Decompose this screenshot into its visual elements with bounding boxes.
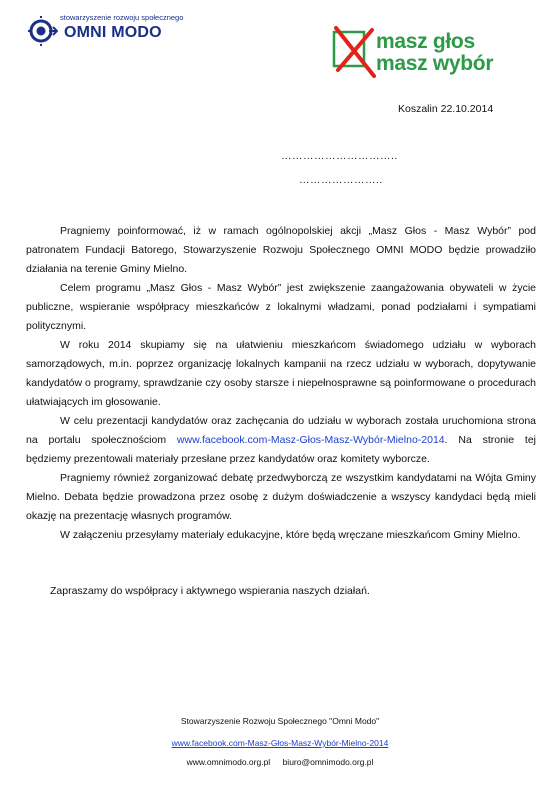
campaign-logo-line2: masz wybór (376, 52, 494, 75)
omni-modo-name: OMNI MODO (64, 24, 162, 41)
omni-modo-logo (28, 10, 208, 50)
paragraph-3: W roku 2014 skupiamy się na ułatwieniu mieszkańcom świadomego udziału w wyborach samorządowych, m.in. poprzez organizację lokalnych kampanii na rzecz udziału w wyborach, dopytywanie kandydatów o programy, sprawdzanie czy osoby starsze i niepełnosprawne są poinformowane o procedurach ułatwiających im głosowanie. (26, 339, 536, 408)
omni-modo-emblem-icon (28, 16, 58, 46)
letter-body (26, 222, 536, 545)
paragraph-5: Pragniemy również zorganizować debatę przedwyborczą ze wszystkim kandydatami na Wójta Gminy Mielno. Debata będzie prowadzona przez osobę z dużym doświadczenie a wszyscy kandydaci będą mieli okazję na prezentację własnych programów. (26, 472, 536, 522)
campaign-logo-line1: masz głos (376, 30, 475, 53)
ballot-cross-icon (332, 26, 376, 82)
place-date: Koszalin 22.10.2014 (398, 103, 494, 115)
footer-facebook-link[interactable]: www.facebook.com-Masz-Głos-Masz-Wybór-Mielno-2014 (171, 738, 389, 748)
footer-organization: Stowarzyszenie Rozwoju Społecznego "Omni Modo" (180, 716, 380, 726)
facebook-page-link[interactable]: www.facebook.com-Masz-Głos-Masz-Wybór-Mielno-2014 (176, 434, 445, 446)
closing-invitation: Zapraszamy do współpracy i aktywnego wspierania naszych działań. (50, 585, 370, 597)
paragraph-4 (26, 412, 536, 469)
footer-email-link[interactable]: biuro@omnimodo.org.pl (282, 757, 374, 767)
paragraph-4-text-start: W celu prezentacji kandydatów oraz zachęcania do udziału w wyborach została uruchomiona strona na portalu społecznościom (26, 415, 536, 446)
paragraph-6: W załączeniu przesyłamy materiały edukacyjne, które będą wręczane mieszkańcom Gminy Mielno. (60, 529, 521, 541)
footer-contact (0, 757, 560, 767)
recipient-placeholder-line1: ………………………….. (281, 150, 398, 162)
recipient-placeholder-line2: ………………….. (299, 174, 383, 186)
paragraph-2: Celem programu „Masz Głos - Masz Wybór” jest zwiększenie zaangażowania obywateli w życie publiczne, wspieranie współpracy mieszkańców z lokalnymi władzami, ponad podziałami i sympatiami politycznymi. (26, 282, 536, 332)
omni-modo-tagline: stowarzyszenie rozwoju społecznego (60, 13, 184, 22)
masz-glos-logo (332, 26, 532, 84)
paragraph-4-text-end: . Na stronie tej będziemy prezentowali materiały przesłane przez kandydatów oraz komitety wyborcze. (26, 434, 536, 465)
paragraph-1: Pragniemy poinformować, iż w ramach ogólnopolskiej akcji „Masz Głos - Masz Wybór” pod patronatem Fundacji Batorego, Stowarzyszenie Rozwoju Społecznego OMNI MODO będzie prowadziło działania na terenie Gminy Mielno. (26, 225, 536, 275)
footer-website-link[interactable]: www.omnimodo.org.pl (186, 757, 271, 767)
